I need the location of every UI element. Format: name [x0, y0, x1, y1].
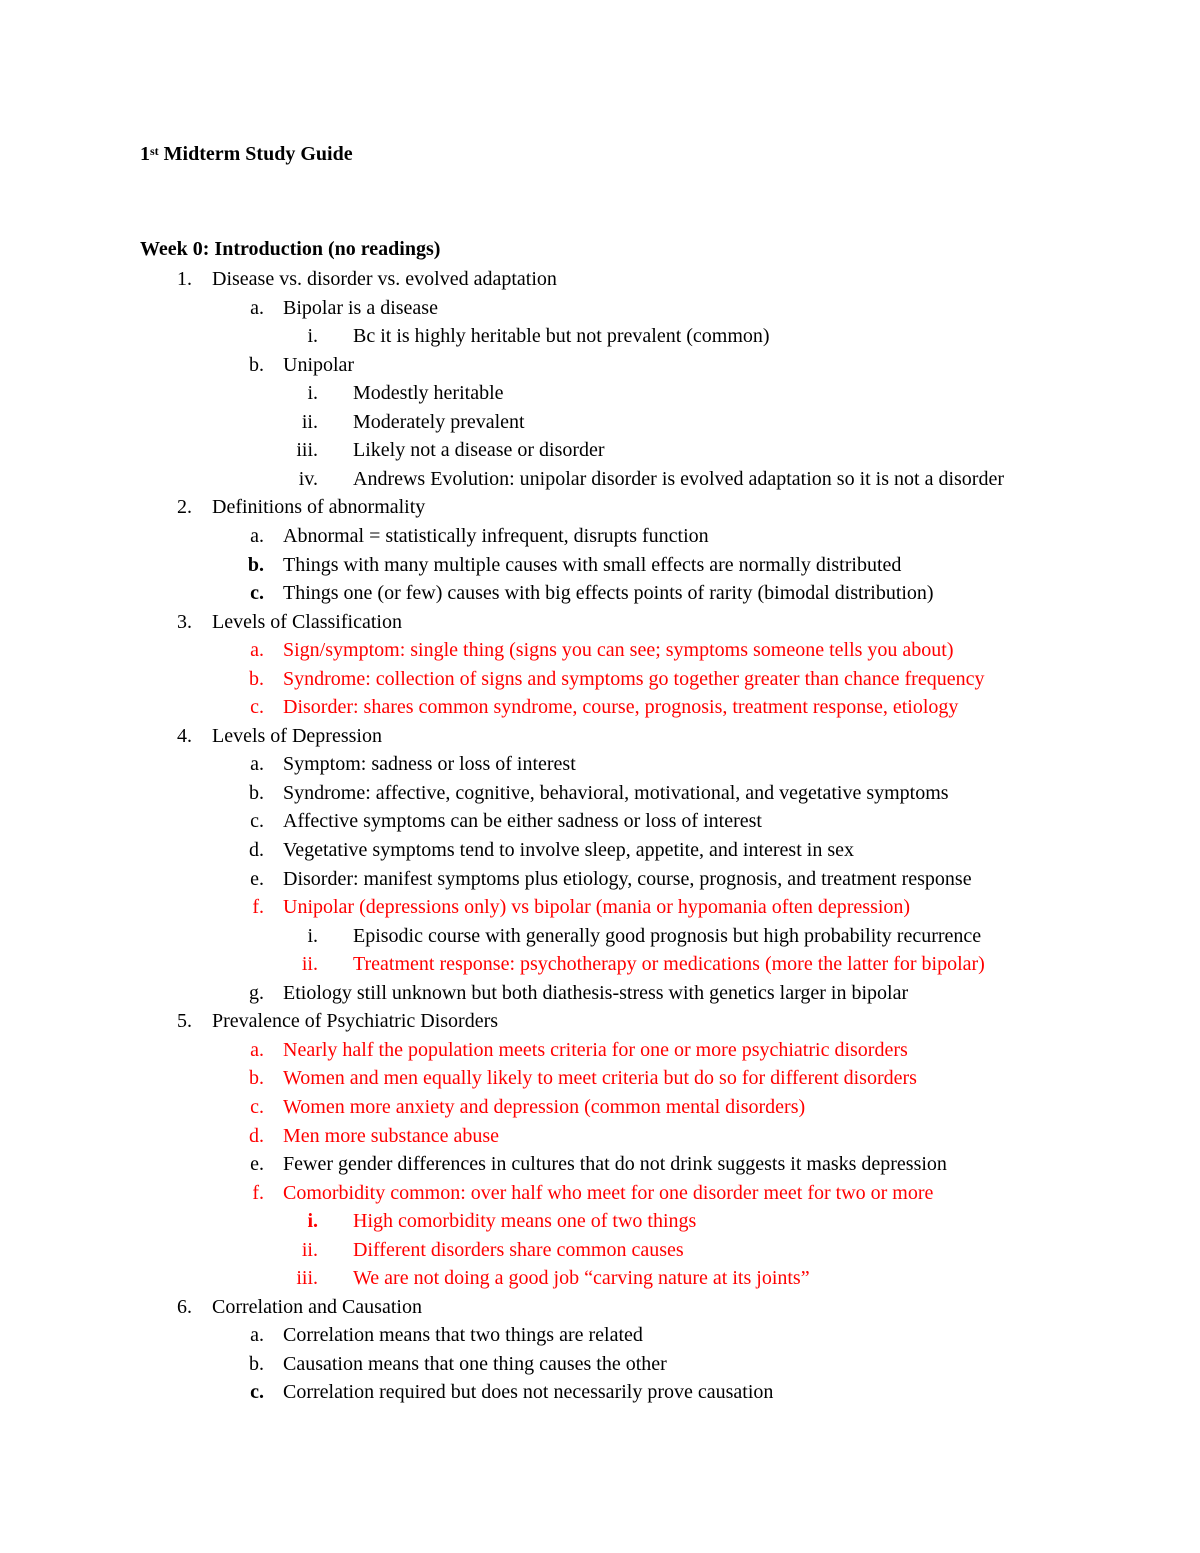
- list-item-text: Things one (or few) causes with big effects points of rarity (bimodal distribution): [283, 582, 934, 604]
- list-item-text: Unipolar (depressions only) vs bipolar (mania or hypomania often depression): [283, 896, 911, 918]
- list-item-text: Bc it is highly heritable but not prevalent (common): [353, 325, 770, 347]
- list-item-text: Disease vs. disorder vs. evolved adaptation: [212, 268, 557, 290]
- title-superscript: st: [150, 144, 159, 158]
- list-marker: f.: [252, 896, 264, 918]
- list-item-text: Etiology still unknown but both diathesis-stress with genetics larger in bipolar: [283, 982, 909, 1004]
- list-marker: d.: [249, 1125, 264, 1147]
- list-marker: c.: [250, 1096, 264, 1118]
- list-item-text: Abnormal = statistically infrequent, disrupts function: [283, 525, 709, 547]
- list-marker: c.: [250, 582, 264, 604]
- list-item-text: Levels of Depression: [212, 725, 382, 747]
- list-item-text: Definitions of abnormality: [212, 496, 426, 518]
- list-marker: 5.: [177, 1010, 192, 1032]
- list-item-text: Bipolar is a disease: [283, 297, 438, 319]
- list-item-text: Episodic course with generally good prognosis but high probability recurrence: [353, 925, 982, 947]
- list-marker: 4.: [177, 725, 192, 747]
- list-item-text: Disorder: shares common syndrome, course, prognosis, treatment response, etiology: [283, 696, 959, 718]
- list-item-text: Likely not a disease or disorder: [353, 439, 605, 461]
- list-marker: a.: [250, 297, 264, 319]
- list-marker: i.: [307, 325, 318, 347]
- list-marker: c.: [250, 810, 264, 832]
- list-marker: ii.: [301, 1239, 318, 1261]
- list-marker: i.: [307, 925, 318, 947]
- list-item-text: We are not doing a good job “carving nature at its joints”: [353, 1267, 810, 1289]
- list-item-text: Vegetative symptoms tend to involve sleep, appetite, and interest in sex: [283, 839, 854, 861]
- list-item-text: Moderately prevalent: [353, 411, 525, 433]
- list-marker: i.: [307, 382, 318, 404]
- title-number: 1: [140, 143, 150, 165]
- list-item-text: Correlation and Causation: [212, 1296, 422, 1318]
- list-marker: e.: [250, 868, 264, 890]
- list-marker: 2.: [177, 496, 192, 518]
- list-item-text: Causation means that one thing causes the other: [283, 1353, 667, 1375]
- list-item-text: Syndrome: collection of signs and symptoms go together greater than chance frequency: [283, 668, 985, 690]
- list-item-text: Correlation required but does not necessarily prove causation: [283, 1381, 774, 1403]
- list-marker: a.: [250, 1324, 264, 1346]
- list-item-text: Disorder: manifest symptoms plus etiology, course, prognosis, and treatment response: [283, 868, 972, 890]
- list-marker: 6.: [177, 1296, 192, 1318]
- list-marker: b.: [249, 1353, 264, 1375]
- list-item-text: Men more substance abuse: [283, 1125, 500, 1147]
- list-marker: 1.: [177, 268, 192, 290]
- list-item-text: Sign/symptom: single thing (signs you can see; symptoms someone tells you about): [283, 639, 954, 661]
- list-item-text: Modestly heritable: [353, 382, 504, 404]
- list-item-text: Different disorders share common causes: [353, 1239, 684, 1261]
- list-marker: b.: [249, 782, 264, 804]
- section-heading: Week 0: Introduction (no readings): [140, 238, 441, 260]
- list-item-text: Prevalence of Psychiatric Disorders: [212, 1010, 499, 1032]
- list-marker: b.: [249, 1067, 264, 1089]
- list-item-text: Syndrome: affective, cognitive, behavioral, motivational, and vegetative symptoms: [283, 782, 949, 804]
- document-title: [140, 141, 353, 167]
- list-item-text: Nearly half the population meets criteria for one or more psychiatric disorders: [283, 1039, 908, 1061]
- list-marker: a.: [250, 1039, 264, 1061]
- list-item-text: Women more anxiety and depression (common mental disorders): [283, 1096, 806, 1118]
- list-marker: b.: [249, 354, 264, 376]
- list-item-text: Comorbidity common: over half who meet for one disorder meet for two or more: [283, 1182, 934, 1204]
- list-marker: iv.: [298, 468, 318, 490]
- list-item-text: Treatment response: psychotherapy or medications (more the latter for bipolar): [353, 953, 985, 975]
- list-marker: d.: [249, 839, 264, 861]
- list-marker: a.: [250, 753, 264, 775]
- list-item-text: High comorbidity means one of two things: [353, 1210, 697, 1232]
- list-marker: b.: [249, 668, 264, 690]
- list-marker: e.: [250, 1153, 264, 1175]
- list-marker: b.: [247, 554, 264, 576]
- list-marker: f.: [252, 1182, 264, 1204]
- list-item-text: Symptom: sadness or loss of interest: [283, 753, 576, 775]
- list-item-text: Women and men equally likely to meet criteria but do so for different disorders: [283, 1067, 917, 1089]
- list-marker: ii.: [301, 953, 318, 975]
- title-text: Midterm Study Guide: [158, 143, 353, 165]
- list-marker: iii.: [296, 439, 318, 461]
- list-item-text: Things with many multiple causes with small effects are normally distributed: [283, 554, 902, 576]
- list-marker: 3.: [177, 611, 192, 633]
- list-item-text: Levels of Classification: [212, 611, 402, 633]
- list-marker: c.: [250, 1381, 264, 1403]
- list-marker: a.: [250, 525, 264, 547]
- list-marker: g.: [249, 982, 264, 1004]
- list-item-text: Andrews Evolution: unipolar disorder is evolved adaptation so it is not a disorder: [353, 468, 1004, 490]
- list-marker: c.: [250, 696, 264, 718]
- list-item-text: Affective symptoms can be either sadness or loss of interest: [283, 810, 762, 832]
- list-marker: a.: [250, 639, 264, 661]
- list-marker: iii.: [296, 1267, 318, 1289]
- list-item-text: Fewer gender differences in cultures that do not drink suggests it masks depression: [283, 1153, 947, 1175]
- list-item-text: Correlation means that two things are related: [283, 1324, 643, 1346]
- list-marker: i.: [307, 1210, 318, 1232]
- list-marker: ii.: [301, 411, 318, 433]
- list-item-text: Unipolar: [283, 354, 355, 376]
